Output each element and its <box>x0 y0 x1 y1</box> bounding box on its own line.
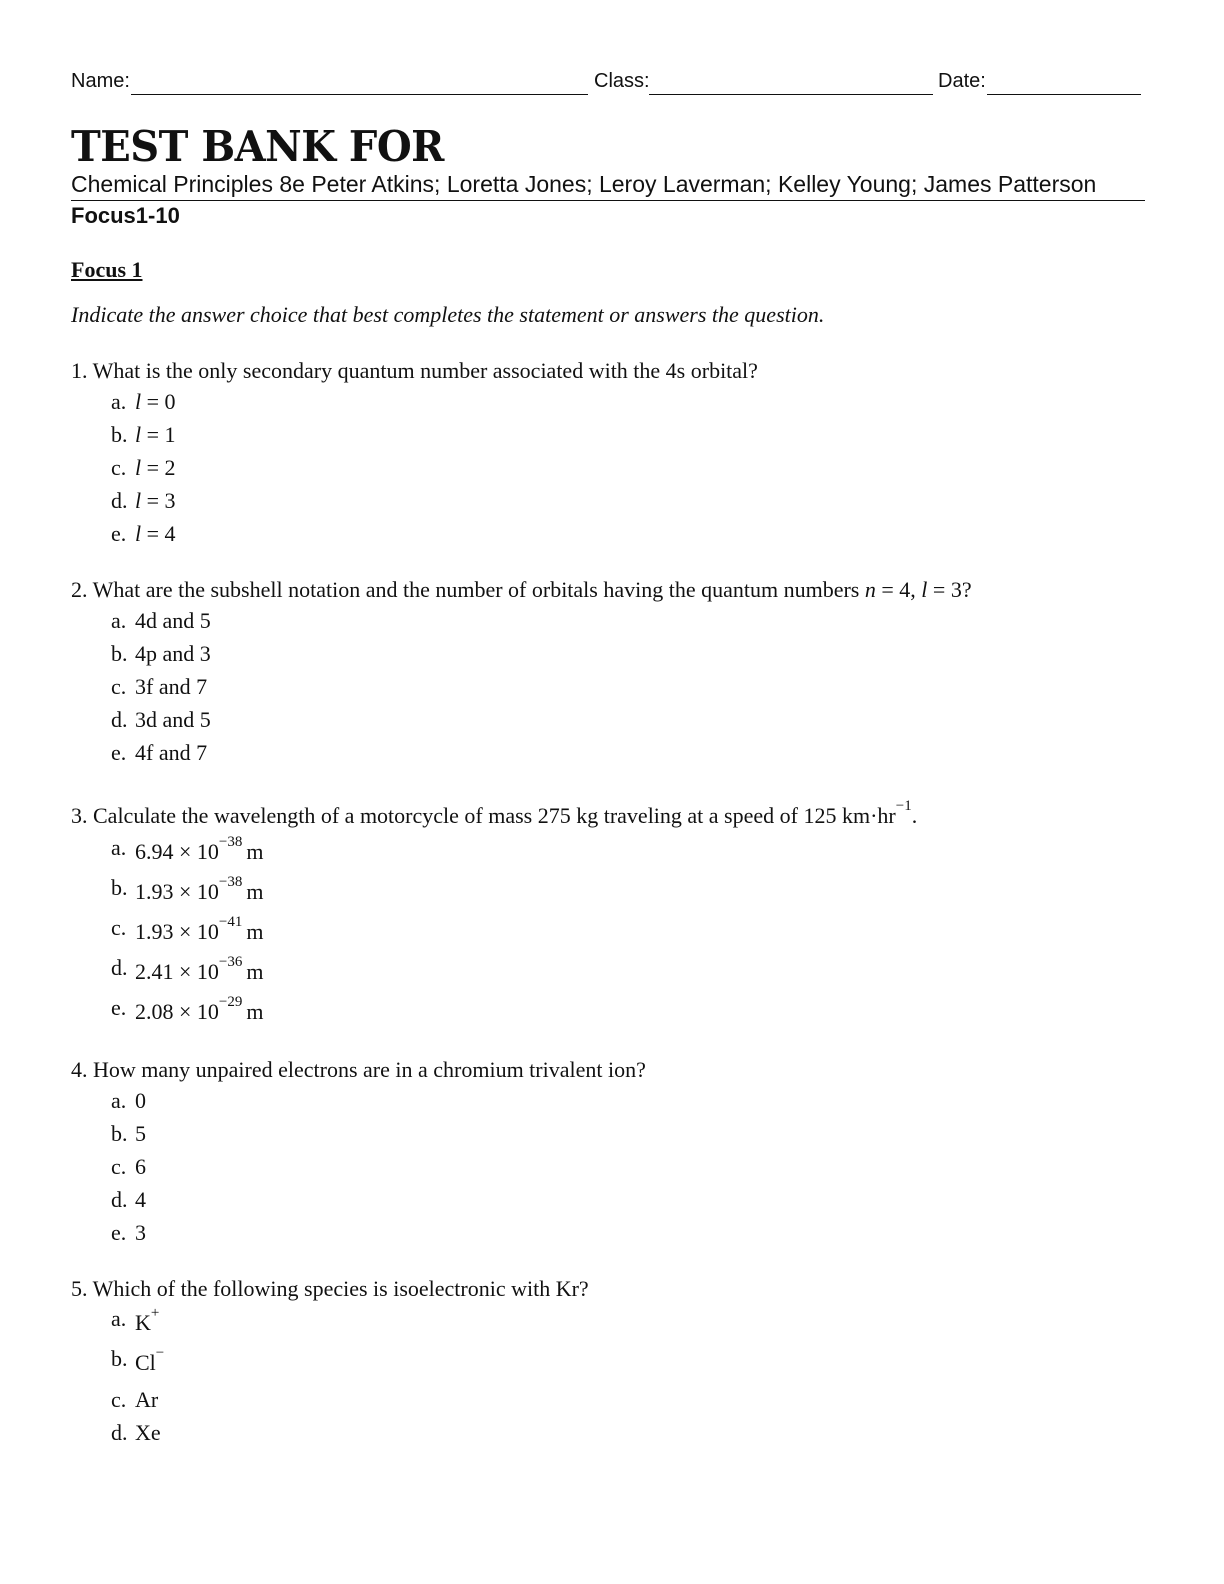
option-value: 6.94 × 10 <box>135 839 219 864</box>
option-value: 6 <box>135 1154 146 1179</box>
option-value: 3 <box>135 1220 146 1245</box>
option-value: 3d and 5 <box>135 707 211 732</box>
option-symbol: l <box>135 455 142 480</box>
question-text: . <box>911 803 918 828</box>
option-letter: a. <box>111 608 127 633</box>
option-value: 2.08 × 10 <box>135 999 219 1024</box>
answer-option[interactable] <box>111 488 176 514</box>
option-letter: c. <box>111 674 127 699</box>
option-value: = 1 <box>146 422 176 447</box>
answer-option[interactable] <box>111 1187 146 1213</box>
l-symbol: l <box>921 577 928 602</box>
exponent: −29 <box>218 994 243 1010</box>
option-letter: d. <box>111 955 128 980</box>
name-label: Name: <box>71 70 130 92</box>
answer-option[interactable] <box>111 608 211 634</box>
answer-option[interactable] <box>111 994 264 1025</box>
question-4 <box>71 1057 646 1083</box>
exponent: −1 <box>895 798 912 814</box>
answer-option[interactable] <box>111 1345 165 1376</box>
question-text: = 4, <box>875 577 922 602</box>
class-field[interactable] <box>649 94 933 95</box>
question-number: 4. <box>71 1057 88 1082</box>
option-letter: e. <box>111 995 127 1020</box>
unit: m <box>246 919 264 944</box>
date-label: Date: <box>938 70 986 92</box>
unit: m <box>246 959 264 984</box>
question-2 <box>71 577 972 603</box>
question-5 <box>71 1276 589 1302</box>
option-symbol: l <box>135 521 142 546</box>
option-value: = 3 <box>146 488 176 513</box>
option-letter: b. <box>111 1346 128 1371</box>
option-value: 5 <box>135 1121 146 1146</box>
option-symbol: l <box>135 389 142 414</box>
unit: m <box>246 999 264 1024</box>
question-number: 5. <box>71 1276 88 1301</box>
option-letter: b. <box>111 875 128 900</box>
option-letter: d. <box>111 488 128 513</box>
option-value: 4p and 3 <box>135 641 211 666</box>
option-value: = 0 <box>146 389 176 414</box>
exponent: −38 <box>218 834 243 850</box>
answer-option[interactable] <box>111 521 176 547</box>
answer-option[interactable] <box>111 389 176 415</box>
date-field[interactable] <box>987 94 1141 95</box>
option-letter: d. <box>111 1420 128 1445</box>
answer-option[interactable] <box>111 707 211 733</box>
option-value: Cl <box>135 1350 156 1375</box>
option-letter: d. <box>111 707 128 732</box>
option-value: Xe <box>135 1420 161 1445</box>
section-heading: Focus 1 <box>71 257 143 282</box>
answer-option[interactable] <box>111 740 207 766</box>
question-text: = 3? <box>927 577 972 602</box>
question-number: 2. <box>71 577 88 602</box>
question-3 <box>71 798 918 829</box>
option-letter: c. <box>111 455 127 480</box>
option-value: Ar <box>135 1387 159 1412</box>
option-value: 0 <box>135 1088 146 1113</box>
unit: m <box>246 839 264 864</box>
option-value: = 2 <box>146 455 176 480</box>
answer-option[interactable] <box>111 1154 146 1180</box>
option-letter: e. <box>111 521 127 546</box>
answer-option[interactable] <box>111 422 176 448</box>
exponent: −36 <box>218 954 243 970</box>
question-text: Calculate the wavelength of a motorcycle of mass 275 kg traveling at a speed of 125 km·hr <box>93 803 896 828</box>
option-value: 1.93 × 10 <box>135 919 219 944</box>
question-text: How many unpaired electrons are in a chromium trivalent ion? <box>93 1057 646 1082</box>
question-1 <box>71 358 758 384</box>
option-value: 2.41 × 10 <box>135 959 219 984</box>
option-value: 3f and 7 <box>135 674 208 699</box>
question-text: Which of the following species is isoelectronic with Kr? <box>92 1276 589 1301</box>
option-value: K <box>135 1310 151 1335</box>
exponent: −41 <box>218 914 243 930</box>
answer-option[interactable] <box>111 834 264 865</box>
option-letter: a. <box>111 1088 127 1113</box>
answer-option[interactable] <box>111 1387 158 1413</box>
class-label: Class: <box>594 70 650 92</box>
option-symbol: l <box>135 488 142 513</box>
n-symbol: n <box>864 577 876 602</box>
option-letter: b. <box>111 1121 128 1146</box>
answer-option[interactable] <box>111 674 207 700</box>
answer-option[interactable] <box>111 1420 161 1446</box>
option-value: 4d and 5 <box>135 608 211 633</box>
unit: m <box>246 879 264 904</box>
instruction-text: Indicate the answer choice that best completes the statement or answers the question. <box>71 302 825 327</box>
doc-subtitle: Chemical Principles 8e Peter Atkins; Loretta Jones; Leroy Laverman; Kelley Young; James Patterson <box>71 171 1097 197</box>
answer-option[interactable] <box>111 1088 146 1114</box>
option-value: 4 <box>135 1187 146 1212</box>
question-text: What are the subshell notation and the number of orbitals having the quantum numbers <box>92 577 865 602</box>
option-letter: a. <box>111 1306 127 1331</box>
question-number: 1. <box>71 358 88 383</box>
name-field[interactable] <box>131 94 588 95</box>
answer-option[interactable] <box>111 455 176 481</box>
answer-option[interactable] <box>111 1220 146 1246</box>
title-divider <box>71 200 1145 201</box>
option-letter: c. <box>111 1154 127 1179</box>
option-value: 4f and 7 <box>135 740 208 765</box>
option-letter: c. <box>111 1387 127 1412</box>
option-letter: e. <box>111 1220 127 1245</box>
question-number: 3. <box>71 803 88 828</box>
answer-option[interactable] <box>111 641 211 667</box>
focus-range: Focus1-10 <box>71 203 180 228</box>
answer-option[interactable] <box>111 914 264 945</box>
option-letter: a. <box>111 835 127 860</box>
option-symbol: l <box>135 422 142 447</box>
answer-option[interactable] <box>111 1305 160 1336</box>
answer-option[interactable] <box>111 874 264 905</box>
doc-title: TEST BANK FOR <box>71 122 444 172</box>
option-letter: b. <box>111 641 128 666</box>
answer-option[interactable] <box>111 1121 146 1147</box>
charge-superscript: + <box>150 1305 160 1321</box>
option-letter: a. <box>111 389 127 414</box>
option-value: 1.93 × 10 <box>135 879 219 904</box>
option-letter: c. <box>111 915 127 940</box>
header-fields <box>71 70 1143 100</box>
exponent: −38 <box>218 874 243 890</box>
option-letter: d. <box>111 1187 128 1212</box>
option-letter: b. <box>111 422 128 447</box>
charge-superscript: − <box>155 1345 165 1361</box>
option-value: = 4 <box>146 521 176 546</box>
option-letter: e. <box>111 740 127 765</box>
answer-option[interactable] <box>111 954 264 985</box>
question-text: What is the only secondary quantum number associated with the 4s orbital? <box>92 358 758 383</box>
